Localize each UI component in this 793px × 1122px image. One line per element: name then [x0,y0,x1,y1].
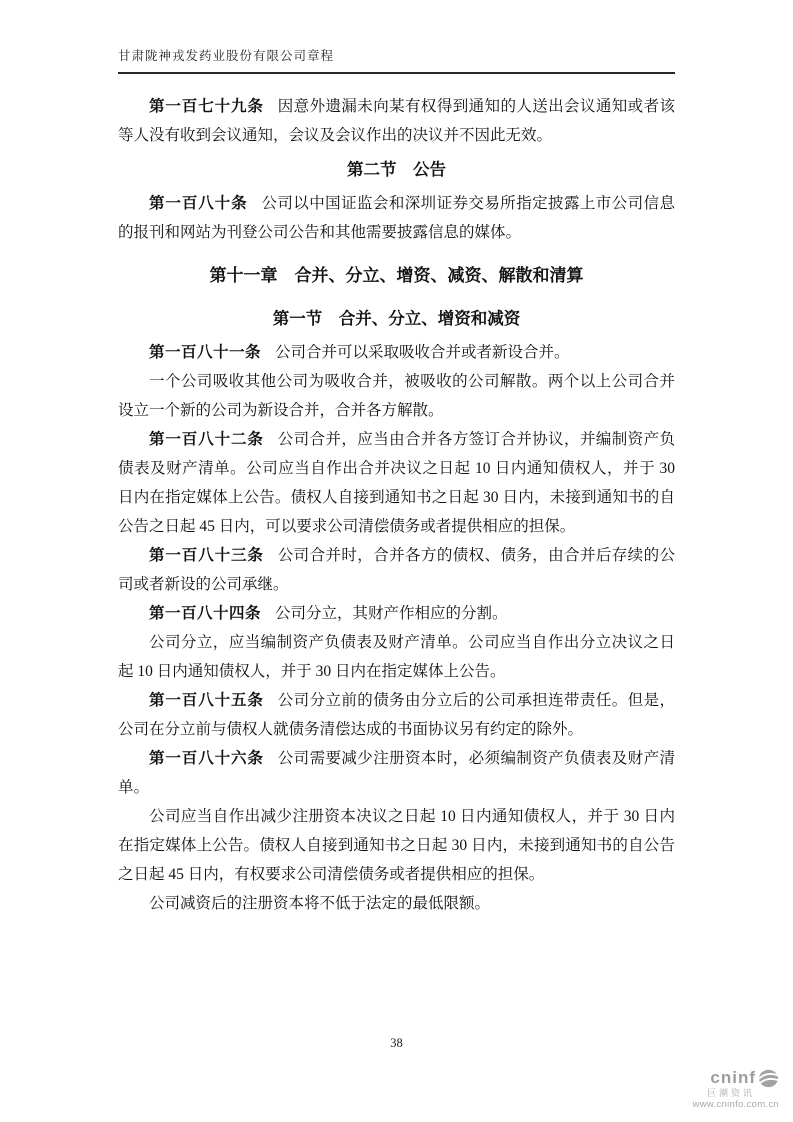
article-paragraph [118,425,675,541]
section-heading: 第一节 合并、分立、增资和减资 [272,309,521,328]
article-number: 第一百八十四条 [149,605,262,622]
section-heading: 第二节 公告 [347,160,446,179]
article-text: 公司合并可以采取吸收合并或者新设合并。 [274,344,570,361]
cninfo-logo [693,1069,779,1110]
article-number: 第一百八十五条 [149,692,264,709]
article-number: 第一百八十条 [149,195,248,212]
article-paragraph [118,599,675,628]
document-header-title: 甘肃陇神戎发药业股份有限公司章程 [118,49,335,63]
document-header [118,46,675,74]
cninfo-logo-row [693,1069,779,1088]
article-paragraph [118,686,675,744]
page-number: 38 [390,1036,403,1050]
body-paragraph: 一个公司吸收其他公司为吸收合并，被吸收的公司解散。两个以上公司合并设立一个新的公司为新设合并，合并各方解散。 [118,373,675,419]
article-paragraph [118,744,675,802]
cninfo-url: www.cninfo.com.cn [692,1098,779,1110]
body-paragraph: 公司应当自作出减少注册资本决议之日起 10 日内通知债权人，并于 30 日内在指定媒体上公告。债权人自接到通知书之日起 30 日内，未接到通知书的自公告之日起 45 日内，有权要求公司清偿债务或者提供相应的担保。 [118,808,675,883]
body-paragraph: 公司减资后的注册资本将不低于法定的最低限额。 [149,895,491,912]
article-paragraph [118,92,675,150]
article-paragraph [118,338,675,367]
article-text: 公司分立，其财产作相应的分割。 [274,605,508,622]
chapter-heading: 第十一章 合并、分立、增资、减资、解散和清算 [209,266,584,285]
article-paragraph [118,541,675,599]
article-text: 公司合并时，合并各方的债权、债务，由合并后存续的公司或者新设的公司承继。 [118,547,675,593]
article-number: 第一百七十九条 [149,98,264,115]
article-text: 因意外遗漏未向某有权得到通知的人送出会议通知或者该等人没有收到会议通知，会议及会议作出的决议并不因此无效。 [118,98,675,144]
article-number: 第一百八十二条 [149,431,264,448]
article-number: 第一百八十一条 [149,344,262,361]
cninfo-globe-icon [758,1069,779,1088]
document-body [118,92,675,918]
body-paragraph: 公司分立，应当编制资产负债表及财产清单。公司应当自作出分立决议之日起 10 日内通知债权人，并于 30 日内在指定媒体上公告。 [118,634,675,680]
cninfo-brand-text: cninf [710,1067,756,1087]
article-text: 公司分立前的债务由分立后的公司承担连带责任。但是，公司在分立前与债权人就债务清偿达成的书面协议另有约定的除外。 [118,692,675,738]
article-number: 第一百八十六条 [149,750,264,767]
cninfo-brand-chinese: 巨潮资讯 [706,1087,755,1098]
article-text: 公司需要减少注册资本时，必须编制资产负债表及财产清单。 [118,750,675,796]
article-text: 公司合并，应当由合并各方签订合并协议，并编制资产负债表及财产清单。公司应当自作出合并决议之日起 10 日内通知债权人，并于 30 日内在指定媒体上公告。债权人自接到通知书之日起 30 日内，未接到通知书的自公告之日起 45 日内，可以要求公司清偿债务或者提供相应的担保。 [118,431,675,535]
article-paragraph [118,189,675,247]
article-text: 公司以中国证监会和深圳证券交易所指定披露上市公司信息的报刊和网站为刊登公司公告和其他需要披露信息的媒体。 [118,195,675,241]
article-number: 第一百八十三条 [149,547,264,564]
